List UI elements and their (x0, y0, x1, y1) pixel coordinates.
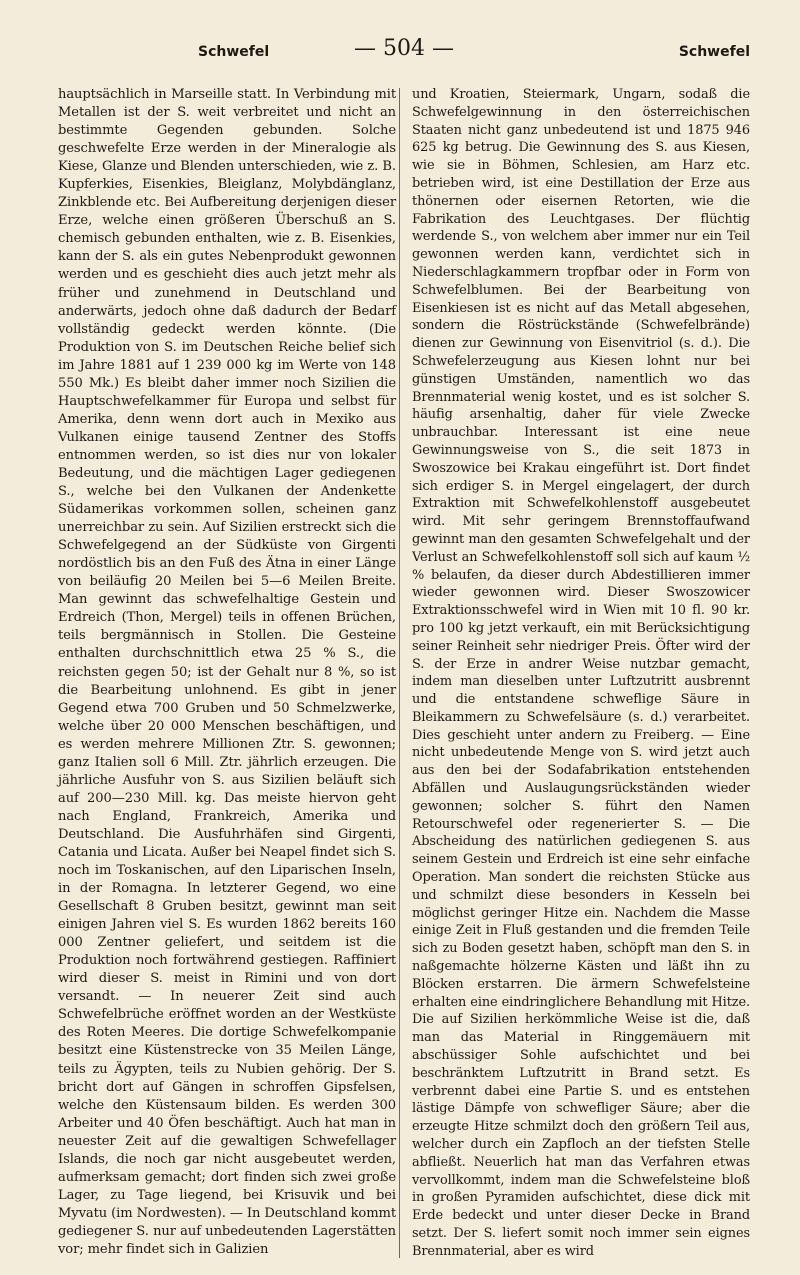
running-header (58, 36, 750, 66)
paragraph: und Kroatien, Steiermark, Ungarn, sodaß die Schwefelgewinnung in den österreichischen Staaten nicht ganz unbedeutend ist und 1875 946 625 kg betrug. Die Gewinnung des S. aus Kiesen, wie sie in Böhmen, Schlesien, am Harz etc. betrieben wird, ist eine Destillation der Erze aus thönernen oder eisernen Retorten, wie die Fabrikation des Leuchtgases. Der flüchtig werdende S., von welchem aber immer nur ein Teil gewonnen werden kann, verdichtet sich in Niederschlagkammern tropfbar oder in Form von Schwefelblumen. Bei der Bearbeitung von Eisenkiesen ist es nicht auf das Metall abgesehen, sondern die Röstrückstände (Schwefelbrände) dienen zur Gewinnung von Eisenvitriol (s. d.). Die Schwefelerzeugung aus Kiesen lohnt nur bei günstigen Umständen, namentlich wo das Brennmaterial wenig kostet, und es ist solcher S. häufig arsenhaltig, daher für viele Zwecke unbrauchbar. Interessant ist eine neue Gewinnungsweise von S., die seit 1873 in Swoszowice bei Krakau eingeführt ist. Dort findet sich erdiger S. in Mergel eingelagert, der durch Extraktion mit Schwefelkohlenstoff ausgebeutet wird. Mit sehr geringem Brennstoffaufwand gewinnt man den gesamten Schwefelgehalt und der Verlust an Schwefelkohlenstoff soll sich auf kaum ½ % belaufen, da dieser durch Abdestillieren immer wieder gewonnen wird. Dieser Swoszowicer Extraktionsschwefel wird in Wien mit 10 fl. 90 kr. pro 100 kg jetzt verkauft, ein mit Berücksichtigung seiner Reinheit sehr niedriger Preis. Öfter wird der S. der Erze in andrer Weise nutzbar gemacht, indem man dieselben unter Luftzutritt ausbrennt und die entstandene schweflige Säure in Bleikammern zu Schwefelsäure (s. d.) verarbeitet. Dies geschieht unter andern zu Freiberg. — Eine nicht unbedeutende Menge von S. wird jetzt auch aus den bei der Sodafabrikation entstehenden Abfällen und Auslaugungsrückständen wieder gewonnen; solcher S. führt den Namen Retourschwefel oder regenerierter S. — Die Abscheidung des natürlichen gediegenen S. aus seinem Gestein und Erdreich ist eine sehr einfache Operation. Man sondert die reichsten Stücke aus und schmilzt diese besonders in Kesseln bei möglichst geringer Hitze ein. Nachdem die Masse einige Zeit in Fluß gestanden und die fremden Teile sich zu Boden gesetzt haben, schöpft man den S. in naßgemachte hölzerne Kästen und läßt ihn zu Blöcken erstarren. Die ärmern Schwefelsteine erhalten eine eindringlichere Behandlung mit Hitze. Die auf Sizilien herkömmliche Weise ist die, daß man das Material in Ringgemäuern mit abschüssiger Sohle aufschichtet und bei beschränktem Luftzutritt in Brand setzt. Es verbrennt dabei eine Partie S. und es entstehen lästige Dämpfe von schwefliger Säure; aber die erzeugte Hitze schmilzt doch den größern Teil aus, welcher durch ein Zapfloch an der tiefsten Stelle abfließt. Neuerlich hat man das Verfahren etwas vervollkommt, indem man die Schwefelsteine bloß in großen Pyramiden aufschichtet, diese dick mit Erde bedeckt und unter dieser Decke in Brand setzt. Der S. liefert somit noch immer sein eignes Brennmaterial, aber es wird (412, 87, 750, 1259)
header-keyword-left: Schwefel (198, 44, 270, 60)
paragraph: hauptsächlich in Marseille statt. In Verbindung mit Metallen ist der S. weit verbreitet und nicht an bestimmte Gegenden gebunden. Solche geschwefelte Erze werden in der Mineralogie als Kiese, Glanze und Blenden unterschieden, wie z. B. Kupferkies, Eisenkies, Bleiglanz, Molybdänglanz, Zinkblende etc. Bei Aufbereitung derjenigen dieser Erze, welche einen größeren Überschuß an S. chemisch gebunden enthalten, wie z. B. Eisenkies, kann der S. als ein gutes Nebenprodukt gewonnen werden und es geschieht dies auch jetzt mehr als früher und zunehmend in Deutschland und anderwärts, jedoch ohne daß dadurch der Bedarf vollständig gedeckt werden könnte. (Die Produktion von S. im Deutschen Reiche belief sich im Jahre 1881 auf 1 239 000 kg im Werte von 148 550 Mk.) Es bleibt daher immer noch Sizilien die Hauptschwefelkammer für Europa und selbst für Amerika, denn wenn dort auch in Mexiko aus Vulkanen einige tausend Zentner des Stoffs entnommen werden, so ist dies nur von lokaler Bedeutung, und die mächtigen Lager gediegenen S., welche bei den Vulkanen der Andenkette Südamerikas vorkommen sollen, scheinen ganz unerreichbar zu sein. Auf Sizilien erstreckt sich die Schwefelgegend an der Südküste von Girgenti nordöstlich bis an den Fuß des Ätna in einer Länge von beiläufig 20 Meilen bei 5—6 Meilen Breite. Man gewinnt das schwefelhaltige Gestein und Erdreich (Thon, Mergel) teils in offenen Brüchen, teils bergmännisch in Stollen. Die Gesteine enthalten durchschnittlich etwa 25 % S., die reichsten gegen 50; ist der Gehalt nur 8 %, so ist die Bearbeitung unlohnend. Es gibt in jener Gegend etwa 700 Gruben und 50 Schmelzwerke, welche über 20 000 Menschen beschäftigen, und es werden mehrere Millionen Ztr. S. gewonnen; ganz Italien soll 6 Mill. Ztr. jährlich erzeugen. Die jährliche Ausfuhr von S. aus Sizilien beläuft sich auf 200—230 Mill. kg. Das meiste hiervon geht nach England, Frankreich, Amerika und Deutschland. Die Ausfuhrhäfen sind Girgenti, Catania und Licata. Außer bei Neapel findet sich S. noch im Toskanischen, auf den Liparischen Inseln, in der Romagna. In letzterer Gegend, wo eine Gesellschaft 8 Gruben besitzt, gewinnt man seit einigen Jahren viel S. Es wurden 1862 bereits 160 000 Zentner geliefert, und seitdem ist die Produktion noch fortwährend gestiegen. Raffiniert wird dieser S. meist in Rimini und von dort versandt. — In neuerer Zeit sind auch Schwefelbrüche eröffnet worden an der Westküste des Roten Meeres. Die dortige Schwefelkompanie besitzt eine Küstenstrecke von 35 Meilen Länge, teils zu Ägypten, teils zu Nubien gehörig. Der S. bricht dort auf Gängen in schroffen Gipsfelsen, welche den Küstensaum bilden. Es werden 300 Arbeiter und 40 Öfen beschäftigt. Auch hat man in neuester Zeit auf die gewaltigen Schwefellager Islands, die noch gar nicht ausgebeutet werden, aufmerksam gemacht; dort finden sich zwei große Lager, zu Tage liegend, bei Krisuvik und bei Myvatu (im Nordwesten). — In Deutschland kommt gediegener S. nur auf unbedeutenden Lagerstätten vor; mehr findet sich in Galizien (58, 87, 397, 1257)
page-number: — 504 — (354, 36, 454, 61)
header-keyword-right: Schwefel (678, 44, 750, 60)
text-column-right (412, 86, 750, 1261)
column-divider (399, 88, 400, 1258)
text-column-left (58, 86, 396, 1259)
